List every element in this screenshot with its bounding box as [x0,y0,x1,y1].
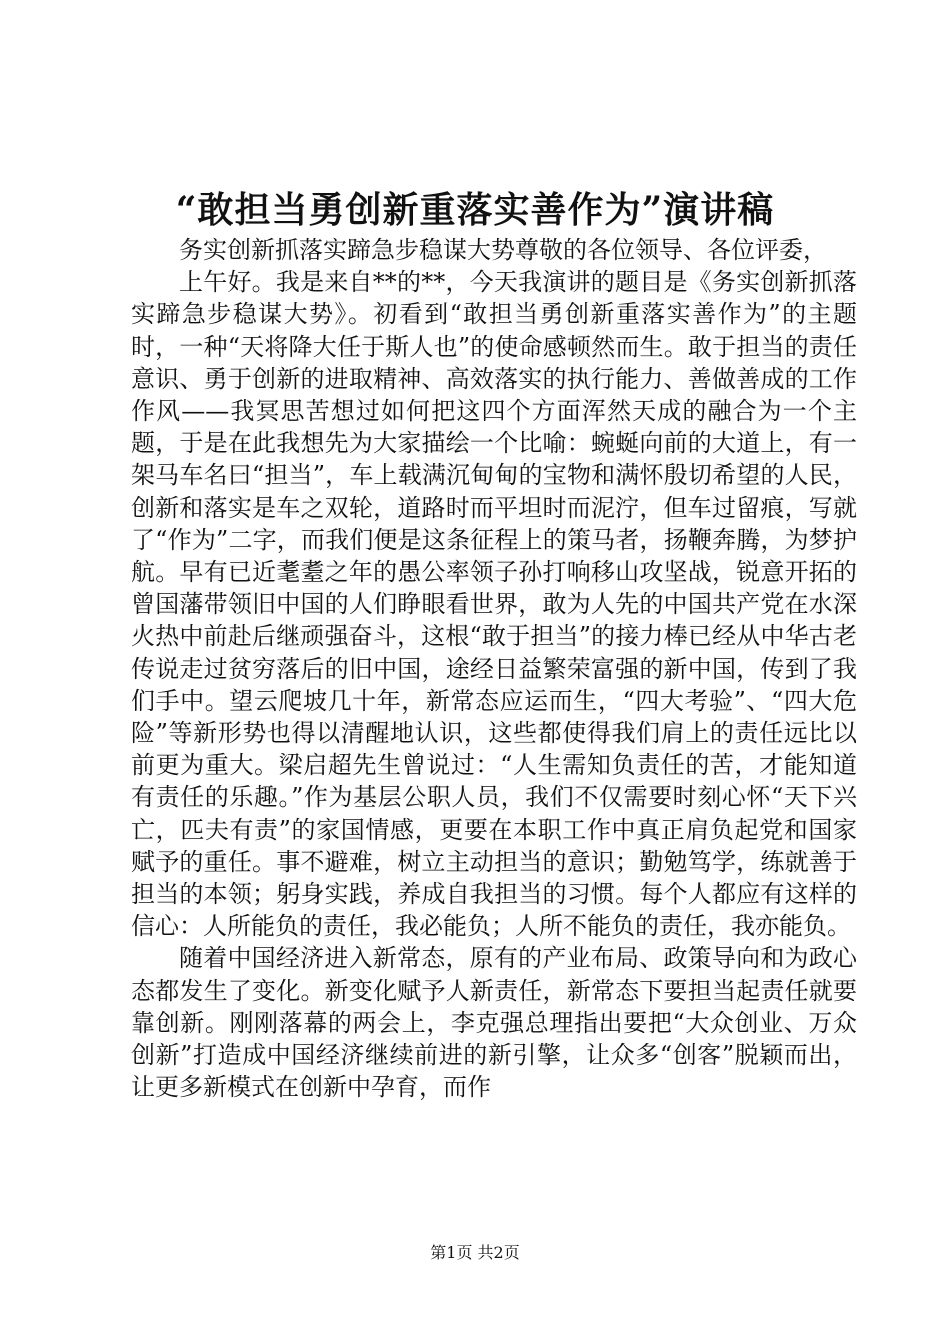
paragraph-salutation: 务实创新抓落实蹄急步稳谋大势尊敬的各位领导、各位评委， [179,236,827,264]
paragraph-body-2: 随着中国经济进入新常态，原有的产业布局、政策导向和为政心态都发生了变化。新变化赋予人新责任，新常态下要担当起责任就要靠创新。刚刚落幕的两会上，李克强总理指出要把“大众创业、万众创新”打造成中国经济继续前进的新引擎，让众多“创客”脱颖而出，让更多新模式在创新中孕育，而作 [131,944,857,1102]
paragraph-body-1: 上午好。我是来自**的**，今天我演讲的题目是《务实创新抓落实蹄急步稳谋大势》。初看到“敢担当勇创新重落实善作为”的主题时，一种“天将降大任于斯人也”的使命感顿然而生。敢于担当的责任意识、勇于创新的进取精神、高效落实的执行能力、善做善成的工作作风——我冥思苦想过如何把这四个方面浑然天成的融合为一个主题，于是在此我想先为大家描绘一个比喻：蜿蜒向前的大道上，有一架马车名曰“担当”，车上载满沉甸甸的宝物和满怀殷切希望的人民，创新和落实是车之双轮，道路时而平坦时而泥泞，但车过留痕，写就了“作为”二字，而我们便是这条征程上的策马者，扬鞭奔腾，为梦护航。早有已近耄耋之年的愚公率领子孙打响移山攻坚战，锐意开拓的曾国藩带领旧中国的人们睁眼看世界，敢为人先的中国共产党在水深火热中前赴后继顽强奋斗，这根“敢于担当”的接力棒已经从中华古老传说走过贫穷落后的旧中国，途经日益繁荣富强的新中国，传到了我们手中。望云爬坡几十年，新常态应运而生，“四大考验”、“四大危险”等新形势也得以清醒地认识，这些都使得我们肩上的责任远比以前更为重大。梁启超先生曾说过：“人生需知负责任的苦，才能知道有责任的乐趣。”作为基层公职人员，我们不仅需要时刻心怀“天下兴亡，匹夫有责”的家国情感，更要在本职工作中真正肩负起党和国家赋予的重任。事不避难，树立主动担当的意识；勤勉笃学，练就善于担当的本领；躬身实践，养成自我担当的习惯。每个人都应有这样的信心：人所能负的责任，我必能负；人所不能负的责任，我亦能负。 [131,268,857,941]
page-number-footer: 第1页 共2页 [430,1243,520,1262]
document-title: “敢担当勇创新重落实善作为”演讲稿 [175,189,775,231]
document-body [131,234,857,1103]
